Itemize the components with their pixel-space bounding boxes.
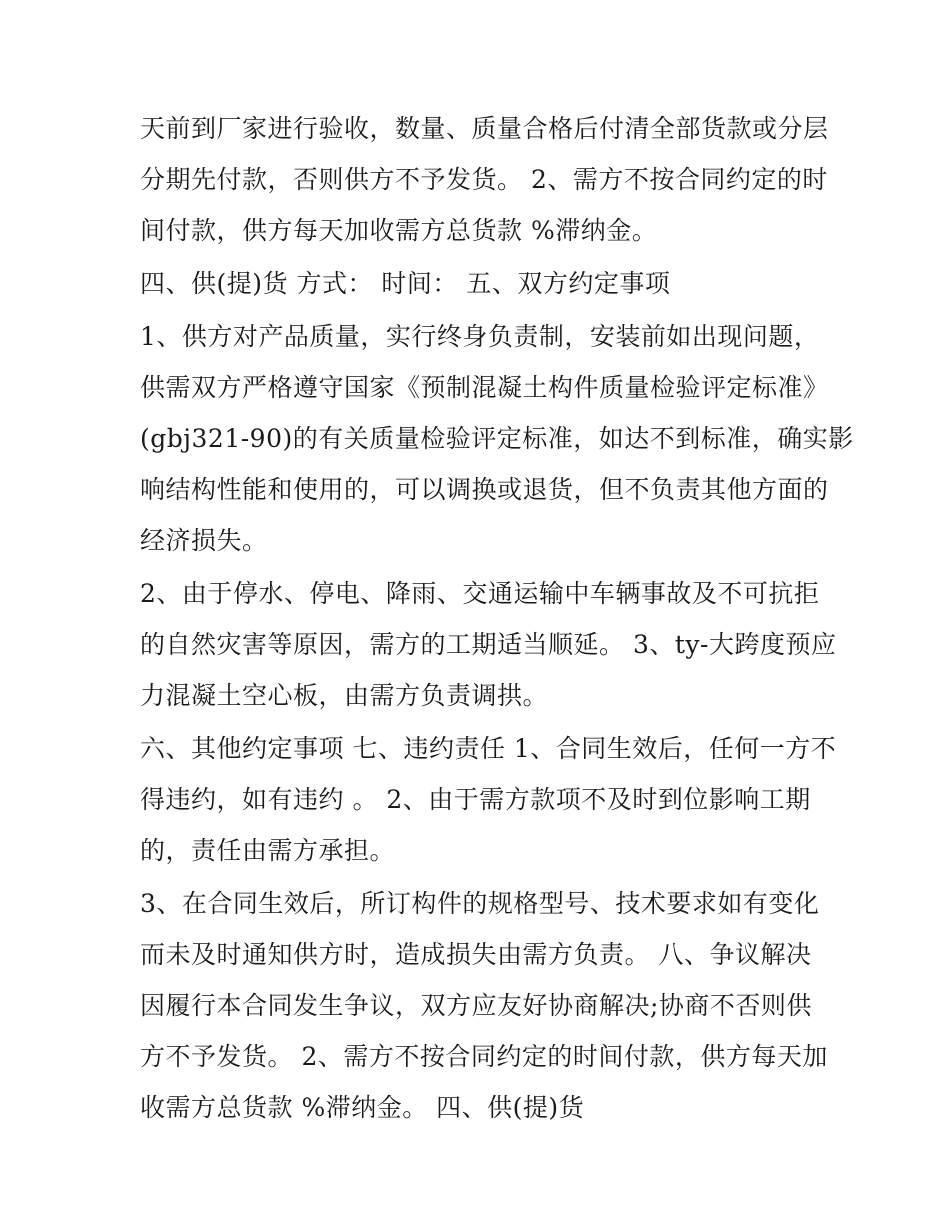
text-line: 天前到厂家进行验收，数量、质量合格后付清全部货款或分层 bbox=[140, 114, 829, 143]
text-line: (gbj321-90)的有关质量检验评定标准，如达不到标准，确实影 bbox=[140, 424, 854, 453]
text-line: 收需方总货款 %滞纳金。 四、供(提)货 bbox=[140, 1093, 585, 1122]
text-line: 2、由于停水、停电、降雨、交通运输中车辆事故及不可抗拒 bbox=[140, 579, 820, 608]
text-line: 分期先付款，否则供方不予发货。 2、需方不按合同约定的时 bbox=[140, 165, 828, 194]
text-line: 供需双方严格遵守国家《预制混凝土构件质量检验评定标准》 bbox=[140, 373, 829, 402]
text-line: 而未及时通知供方时，造成损失由需方负责。 八、争议解决 bbox=[140, 940, 812, 969]
paragraph bbox=[140, 878, 828, 1133]
document-body bbox=[140, 103, 854, 1135]
text-line: 1、供方对产品质量，实行终身负责制，安装前如出现问题， bbox=[140, 322, 820, 351]
text-line: 间付款，供方每天加收需方总货款 %滞纳金。 bbox=[140, 216, 658, 245]
text-line: 力混凝土空心板，由需方负责调拱。 bbox=[140, 681, 549, 710]
paragraph bbox=[140, 568, 837, 721]
text-line: 方不予发货。 2、需方不按合同约定的时间付款，供方每天加 bbox=[140, 1042, 828, 1071]
text-line: 的，责任由需方承担。 bbox=[140, 836, 396, 865]
text-line: 六、其他约定事项 七、违约责任 1、合同生效后，任何一方不 bbox=[140, 734, 837, 763]
text-line: 因履行本合同发生争议，双方应友好协商解决;协商不否则供 bbox=[140, 991, 812, 1020]
text-line: 响结构性能和使用的，可以调换或退货，但不负责其他方面的 bbox=[140, 475, 829, 504]
paragraph bbox=[140, 723, 837, 876]
text-line: 3、在合同生效后，所订构件的规格型号、技术要求如有变化 bbox=[140, 889, 820, 918]
text-line: 得违约，如有违约 。 2、由于需方款项不及时到位影响工期 bbox=[140, 785, 811, 814]
text-line: 四、供(提)货 方式： 时间： 五、双方约定事项 bbox=[140, 269, 671, 298]
paragraph bbox=[140, 258, 820, 309]
text-line: 经济损失。 bbox=[140, 526, 268, 555]
paragraph bbox=[140, 311, 854, 566]
paragraph bbox=[140, 103, 829, 256]
text-line: 的自然灾害等原因，需方的工期适当顺延。 3、ty-大跨度预应 bbox=[140, 630, 837, 659]
